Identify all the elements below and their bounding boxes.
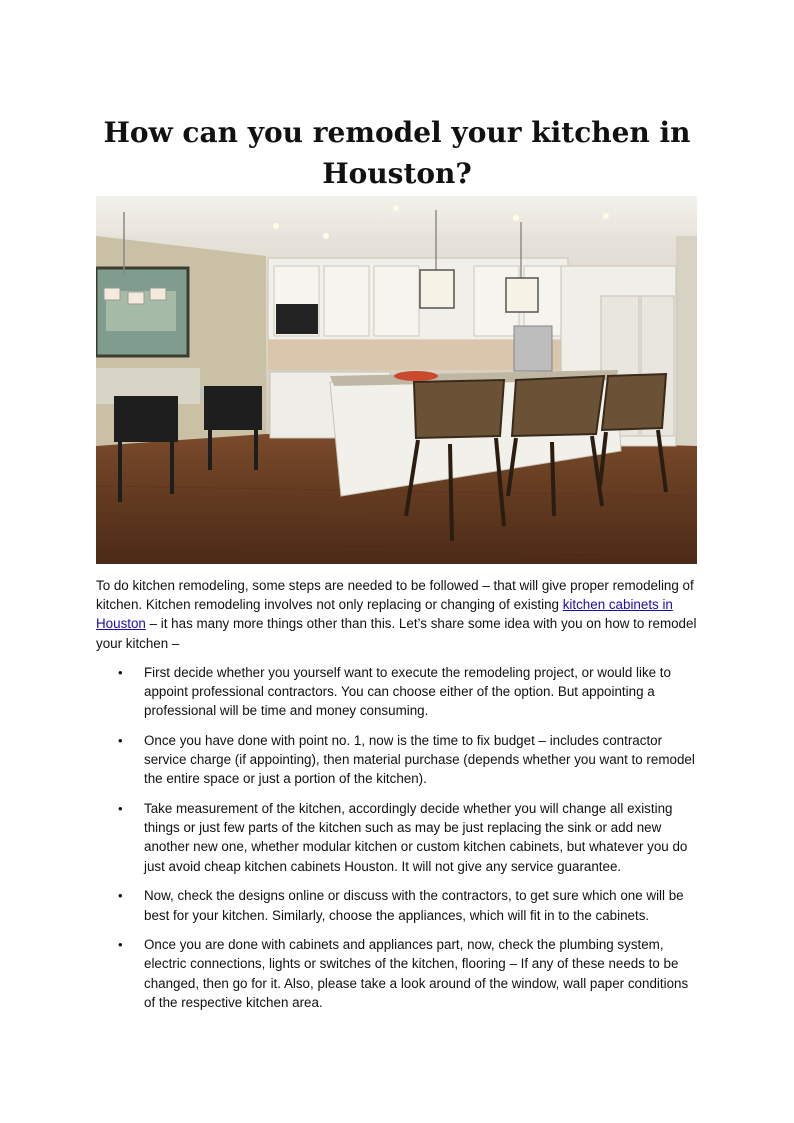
intro-text-before: To do kitchen remodeling, some steps are needed to be followed – that will give proper remodeling of kitchen. Kitchen remodeling involves not only replacing or changing of existing: [96, 578, 694, 613]
bullet-icon: •: [118, 888, 123, 904]
list-item-text: Take measurement of the kitchen, accordingly decide whether you will change all existing things or just few parts of the kitchen such as may be just replacing the sink or add new another new one, whether modular kitchen or custom kitchen cabinets, but whatever you do just avoid cheap kitchen cabinets Houston. It will not give any service guarantee.: [144, 801, 688, 874]
list-item: [96, 731, 698, 789]
list-item-text: First decide whether you yourself want to execute the remodeling project, or would like to appoint professional contractors. You can choose either of the option. But appointing a professional will be time and money consuming.: [144, 664, 671, 719]
list-item: [96, 935, 698, 1012]
bullet-icon: •: [118, 937, 123, 953]
bullet-icon: •: [118, 664, 123, 680]
intro-paragraph: [96, 576, 698, 653]
list-item: [96, 886, 698, 924]
list-item-text: Once you are done with cabinets and appliances part, now, check the plumbing system, electric connections, lights or switches of the kitchen, flooring – If any of these needs to be changed, then go for it. Also, please take a look around of the window, wall paper conditions of the respective kitchen area.: [144, 937, 689, 1010]
article-body: [96, 576, 698, 1023]
list-item-text: Now, check the designs online or discuss with the contractors, to get sure which one will be best for your kitchen. Similarly, choose the appliances, which will fit in to the cabinets.: [144, 888, 684, 923]
steps-list: [96, 663, 698, 1012]
list-item: [96, 663, 698, 721]
kitchen-cabinets-link[interactable]: kitchen cabinets in Houston: [96, 597, 673, 632]
list-item-text: Once you have done with point no. 1, now is the time to fix budget – includes contractor service charge (if appointing), then material purchase (depends whether you want to remodel the entire space or just a portion of the kitchen).: [144, 732, 695, 787]
kitchen-hero-image: [96, 196, 697, 564]
bullet-icon: •: [118, 732, 123, 748]
intro-text-after: – it has many more things other than this. Let’s share some idea with you on how to remodel your kitchen –: [96, 616, 697, 651]
page-title: How can you remodel your kitchen in Houston?: [103, 116, 691, 190]
bullet-icon: •: [118, 801, 123, 817]
list-item: [96, 799, 698, 876]
